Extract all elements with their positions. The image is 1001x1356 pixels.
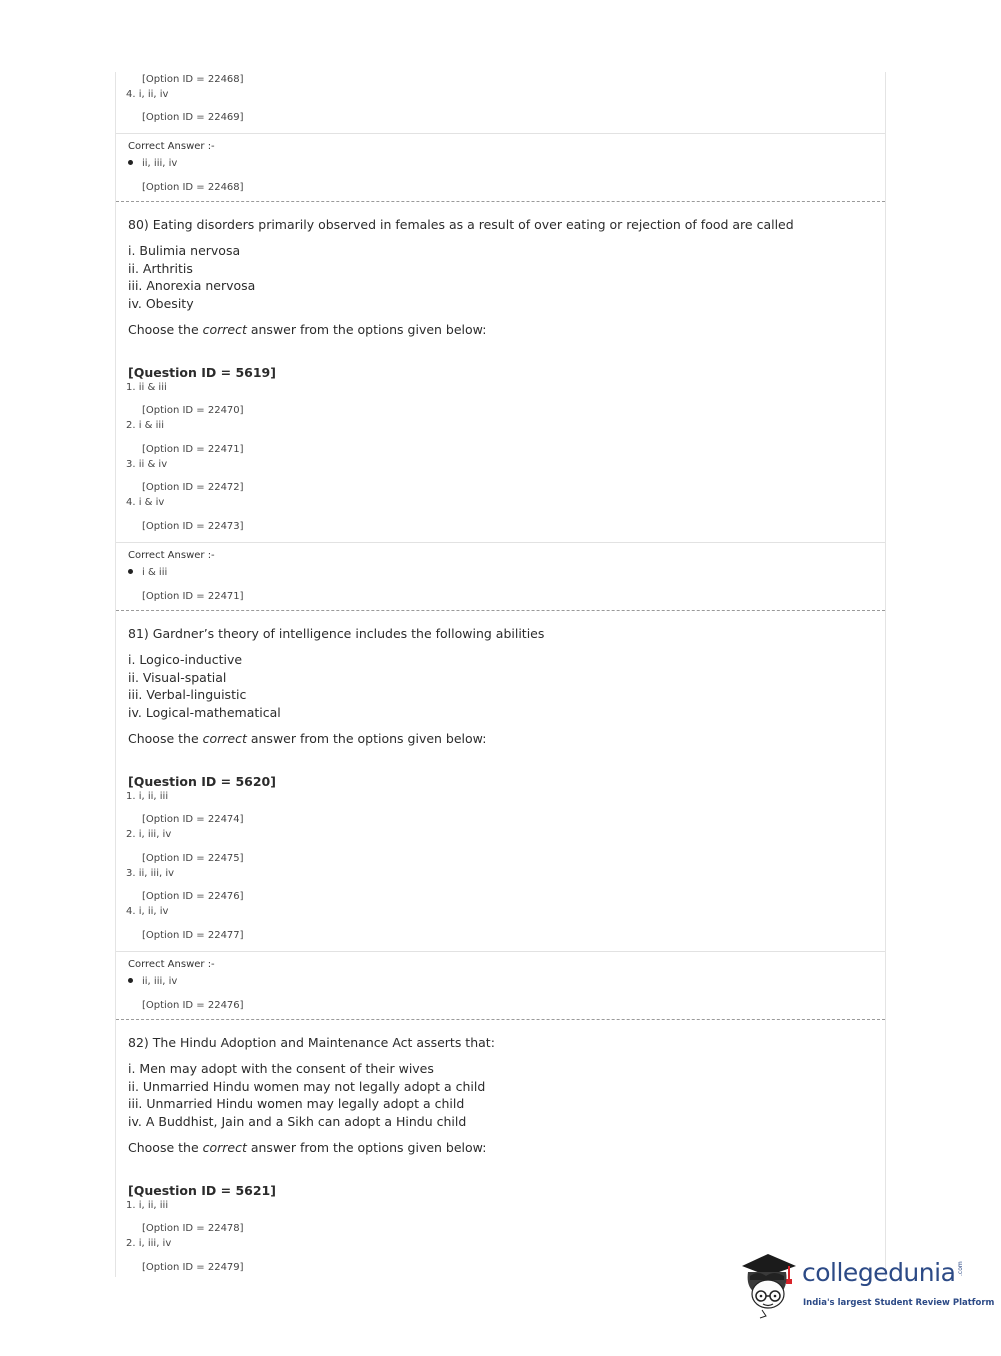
option-3: 3. ii & iv <box>126 459 168 470</box>
option-1: 1. i, ii, iii <box>126 1200 169 1211</box>
option-id: [Option ID = 22471] <box>142 444 244 455</box>
correct-answer: ii, iii, iv <box>128 976 177 987</box>
option-id: [Option ID = 22477] <box>142 930 244 941</box>
question-80-item: ii. Arthritis <box>128 261 193 276</box>
bullet-icon <box>128 569 133 574</box>
option-id: [Option ID = 22478] <box>142 1223 244 1234</box>
option-id: [Option ID = 22468] <box>142 74 244 85</box>
question-80-item: iv. Obesity <box>128 296 194 311</box>
choose-instruction: Choose the correct answer from the options given below: <box>128 322 487 337</box>
question-80-text: 80) Eating disorders primarily observed in females as a result of over eating or rejection of food are called <box>128 217 794 232</box>
question-separator <box>116 1019 885 1020</box>
brand-tagline: India's largest Student Review Platform <box>803 1298 995 1308</box>
option-id: [Option ID = 22479] <box>142 1262 244 1273</box>
option-4: 4. i, ii, iv <box>126 906 169 917</box>
question-82-item: i. Men may adopt with the consent of their wives <box>128 1061 434 1076</box>
correct-answer-label: Correct Answer :- <box>128 141 215 152</box>
brand-suffix: .com <box>957 1261 964 1276</box>
option-id: [Option ID = 22475] <box>142 853 244 864</box>
question-81-item: iv. Logical-mathematical <box>128 705 281 720</box>
option-id: [Option ID = 22476] <box>142 891 244 902</box>
option-2: 2. i, iii, iv <box>126 829 172 840</box>
question-id: [Question ID = 5619] <box>128 365 276 380</box>
choose-instruction: Choose the correct answer from the options given below: <box>128 1140 487 1155</box>
divider <box>116 542 885 543</box>
divider <box>116 133 885 134</box>
option-2: 2. i & iii <box>126 420 164 431</box>
question-81-item: iii. Verbal-linguistic <box>128 687 247 702</box>
question-82-item: iv. A Buddhist, Jain and a Sikh can adopt a Hindu child <box>128 1114 467 1129</box>
question-id: [Question ID = 5620] <box>128 774 276 789</box>
option-1: 1. i, ii, iii <box>126 791 169 802</box>
question-82-item: ii. Unmarried Hindu women may not legally adopt a child <box>128 1079 486 1094</box>
bullet-icon <box>128 978 133 983</box>
question-81-text: 81) Gardner’s theory of intelligence includes the following abilities <box>128 626 545 641</box>
question-paper-page <box>115 72 886 1277</box>
correct-answer-label: Correct Answer :- <box>128 959 215 970</box>
correct-answer: ii, iii, iv <box>128 158 177 169</box>
correct-answer-label: Correct Answer :- <box>128 550 215 561</box>
option-4: 4. i & iv <box>126 497 165 508</box>
question-separator <box>116 201 885 202</box>
question-82-item: iii. Unmarried Hindu women may legally adopt a child <box>128 1096 465 1111</box>
question-id: [Question ID = 5621] <box>128 1183 276 1198</box>
option-id: [Option ID = 22469] <box>142 112 244 123</box>
option-id: [Option ID = 22470] <box>142 405 244 416</box>
correct-option-id: [Option ID = 22471] <box>142 591 244 602</box>
correct-option-id: [Option ID = 22468] <box>142 182 244 193</box>
question-82-text: 82) The Hindu Adoption and Maintenance Act asserts that: <box>128 1035 495 1050</box>
brand-name: collegedunia <box>802 1258 956 1287</box>
question-separator <box>116 610 885 611</box>
divider <box>116 951 885 952</box>
option-2: 2. i, iii, iv <box>126 1238 172 1249</box>
option-id: [Option ID = 22474] <box>142 814 244 825</box>
question-81-item: i. Logico-inductive <box>128 652 243 667</box>
option-1: 1. ii & iii <box>126 382 167 393</box>
choose-instruction: Choose the correct answer from the options given below: <box>128 731 487 746</box>
question-81-item: ii. Visual-spatial <box>128 670 227 685</box>
bullet-icon <box>128 160 133 165</box>
question-80-item: iii. Anorexia nervosa <box>128 278 256 293</box>
correct-answer: i & iii <box>128 567 167 578</box>
option-id: [Option ID = 22473] <box>142 521 244 532</box>
option-3: 3. ii, iii, iv <box>126 868 175 879</box>
correct-option-id: [Option ID = 22476] <box>142 1000 244 1011</box>
option-4: 4. i, ii, iv <box>126 89 169 100</box>
question-80-item: i. Bulimia nervosa <box>128 243 241 258</box>
option-id: [Option ID = 22472] <box>142 482 244 493</box>
